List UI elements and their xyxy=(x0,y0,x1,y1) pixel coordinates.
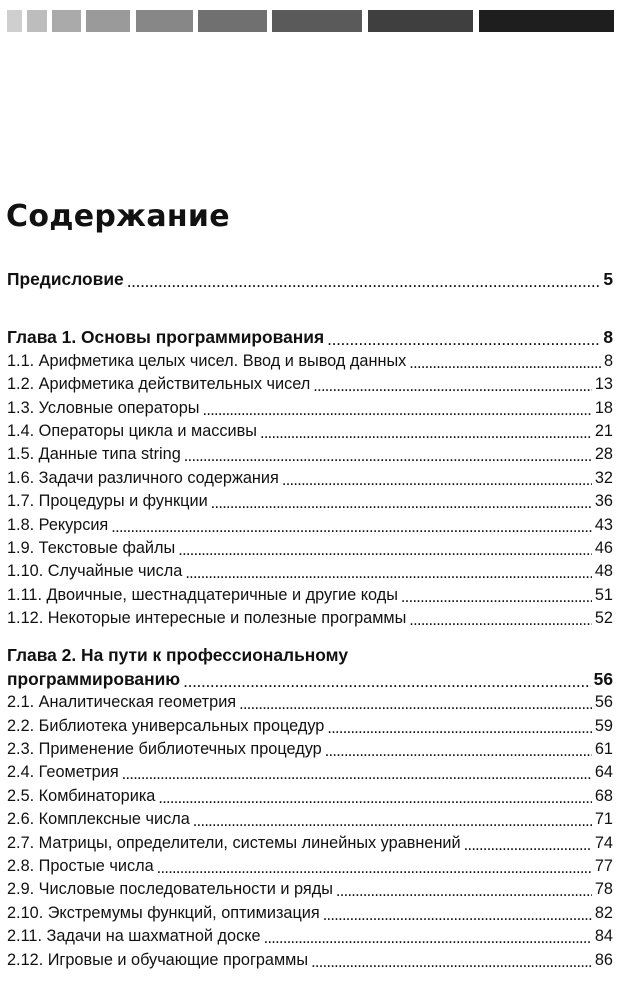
toc-entry[interactable] xyxy=(7,785,613,808)
toc-entry-label: 2.9. Числовые последовательности и ряды xyxy=(7,880,333,899)
toc-entry-page: 32 xyxy=(594,468,613,487)
dot-leader xyxy=(127,270,601,291)
toc-entry[interactable] xyxy=(7,761,613,784)
table-of-contents xyxy=(7,268,613,972)
dot-leader xyxy=(325,740,592,760)
dot-leader xyxy=(464,834,592,854)
toc-entry-page: 36 xyxy=(594,492,613,511)
toc-entry[interactable] xyxy=(7,443,613,466)
dot-leader xyxy=(313,375,592,395)
toc-entry-label: 1.5. Данные типа string xyxy=(7,445,181,464)
toc-entry-page: 84 xyxy=(594,927,613,946)
toc-entry[interactable] xyxy=(7,584,613,607)
toc-entry-page: 77 xyxy=(594,856,613,875)
toc-entry-label: 1.7. Процедуры и функции xyxy=(7,492,208,511)
toc-entry[interactable] xyxy=(7,467,613,490)
toc-entry-label: 1.11. Двоичные, шестнадцатеричные и другие коды xyxy=(7,585,398,604)
toc-entry[interactable] xyxy=(7,490,613,513)
band-segment xyxy=(136,10,193,32)
toc-entry[interactable] xyxy=(7,607,613,630)
toc-entry-label: 1.1. Арифметика целых чисел. Ввод и вывод данных xyxy=(7,351,407,370)
dot-leader xyxy=(111,516,592,536)
toc-chapter-label: Глава 1. Основы программирования xyxy=(7,327,325,348)
toc-entry[interactable] xyxy=(7,691,613,714)
toc-chapter-2[interactable] xyxy=(7,668,613,691)
band-segment xyxy=(86,10,130,32)
toc-entry-page: 71 xyxy=(594,810,613,829)
dot-leader xyxy=(401,586,592,606)
dot-leader xyxy=(193,810,592,830)
toc-entry-label: 1.2. Арифметика действительных чисел xyxy=(7,375,311,394)
toc-entry-page: 18 xyxy=(594,398,613,417)
dot-leader xyxy=(239,693,592,713)
page-title: Содержание xyxy=(6,199,230,234)
toc-entry-page: 82 xyxy=(594,903,613,922)
toc-entry[interactable] xyxy=(7,373,613,396)
toc-entry-page: 68 xyxy=(594,786,613,805)
toc-entry-page: 43 xyxy=(594,515,613,534)
toc-entry-label: 1.4. Операторы цикла и массивы xyxy=(7,421,257,440)
toc-entry-label: 2.3. Применение библиотечных процедур xyxy=(7,740,322,759)
band-segment xyxy=(52,10,81,32)
band-segment xyxy=(7,10,22,32)
toc-entry[interactable] xyxy=(7,949,613,972)
toc-entry-page: 52 xyxy=(594,609,613,628)
toc-entry-page: 8 xyxy=(603,327,613,348)
toc-entry-label: 2.2. Библиотека универсальных процедур xyxy=(7,716,325,735)
toc-entry-label: 1.12. Некоторые интересные и полезные программы xyxy=(7,609,407,628)
toc-entry[interactable] xyxy=(7,738,613,761)
toc-entry-page: 74 xyxy=(594,833,613,852)
toc-entry-label: 2.10. Экстремумы функций, оптимизация xyxy=(7,903,320,922)
toc-entry[interactable] xyxy=(7,350,613,373)
dot-leader xyxy=(183,670,591,691)
dot-leader xyxy=(311,951,592,971)
dot-leader xyxy=(185,562,592,582)
toc-entry-label: 1.8. Рекурсия xyxy=(7,515,109,534)
toc-entry-label: 2.4. Геометрия xyxy=(7,763,119,782)
dot-leader xyxy=(409,609,592,629)
dot-leader xyxy=(203,399,592,419)
dot-leader xyxy=(158,787,592,807)
toc-entry[interactable] xyxy=(7,902,613,925)
dot-leader xyxy=(260,422,592,442)
toc-entry[interactable] xyxy=(7,878,613,901)
toc-entry[interactable] xyxy=(7,715,613,738)
toc-entry-label: 1.3. Условные операторы xyxy=(7,398,200,417)
toc-entry[interactable] xyxy=(7,420,613,443)
toc-entry[interactable] xyxy=(7,537,613,560)
toc-entry-page: 59 xyxy=(594,716,613,735)
toc-entry-page: 48 xyxy=(594,562,613,581)
toc-entry[interactable] xyxy=(7,397,613,420)
toc-chapter-1[interactable] xyxy=(7,326,613,349)
dot-leader xyxy=(327,717,592,737)
toc-entry-label: 1.6. Задачи различного содержания xyxy=(7,468,279,487)
dot-leader xyxy=(184,445,592,465)
band-segment xyxy=(272,10,362,32)
toc-entry-page: 46 xyxy=(594,538,613,557)
band-segment xyxy=(27,10,47,32)
dot-leader xyxy=(211,492,592,512)
toc-entry-label: 1.10. Случайные числа xyxy=(7,562,183,581)
toc-entry-label: Предисловие xyxy=(7,269,124,289)
toc-entry-preface[interactable] xyxy=(7,268,613,291)
toc-entry-page: 86 xyxy=(594,950,613,969)
dot-leader xyxy=(323,904,592,924)
dot-leader xyxy=(336,880,592,900)
toc-entry-page: 21 xyxy=(594,421,613,440)
toc-entry-page: 78 xyxy=(594,880,613,899)
toc-entry-page: 61 xyxy=(594,740,613,759)
toc-entry-page: 8 xyxy=(603,351,613,370)
toc-entry-page: 13 xyxy=(594,375,613,394)
toc-entry[interactable] xyxy=(7,560,613,583)
toc-chapter-2-line1[interactable]: Глава 2. На пути к профессиональному xyxy=(7,645,348,666)
dot-leader xyxy=(157,857,592,877)
dot-leader xyxy=(327,328,600,349)
toc-chapter-label: программированию xyxy=(7,668,181,689)
chapter-1-items xyxy=(7,350,613,631)
dot-leader xyxy=(264,927,592,947)
toc-entry-page: 5 xyxy=(603,269,613,289)
toc-entry-label: 2.5. Комбинаторика xyxy=(7,786,156,805)
toc-entry[interactable] xyxy=(7,925,613,948)
toc-entry-label: 2.11. Задачи на шахматной доске xyxy=(7,927,261,946)
dot-leader xyxy=(122,763,592,783)
toc-entry-label: 2.1. Аналитическая геометрия xyxy=(7,693,237,712)
band-segment xyxy=(198,10,267,32)
dot-leader xyxy=(178,539,592,559)
dot-leader xyxy=(282,469,592,489)
toc-entry-page: 56 xyxy=(594,693,613,712)
toc-entry-label: 2.8. Простые числа xyxy=(7,856,154,875)
dot-leader xyxy=(409,352,601,372)
toc-entry[interactable] xyxy=(7,832,613,855)
band-segment xyxy=(479,10,614,32)
toc-entry-page: 56 xyxy=(593,668,613,689)
toc-entry-label: 2.12. Игровые и обучающие программы xyxy=(7,950,309,969)
toc-entry[interactable] xyxy=(7,855,613,878)
toc-entry-page: 51 xyxy=(594,585,613,604)
toc-entry-page: 28 xyxy=(594,445,613,464)
chapter-2-items xyxy=(7,691,613,972)
toc-entry-label: 2.6. Комплексные числа xyxy=(7,810,190,829)
toc-entry[interactable] xyxy=(7,808,613,831)
band-segment xyxy=(368,10,473,32)
toc-entry-page: 64 xyxy=(594,763,613,782)
toc-entry-label: 2.7. Матрицы, определители, системы линейных уравнений xyxy=(7,833,461,852)
toc-entry[interactable] xyxy=(7,514,613,537)
toc-entry-label: 1.9. Текстовые файлы xyxy=(7,538,176,557)
